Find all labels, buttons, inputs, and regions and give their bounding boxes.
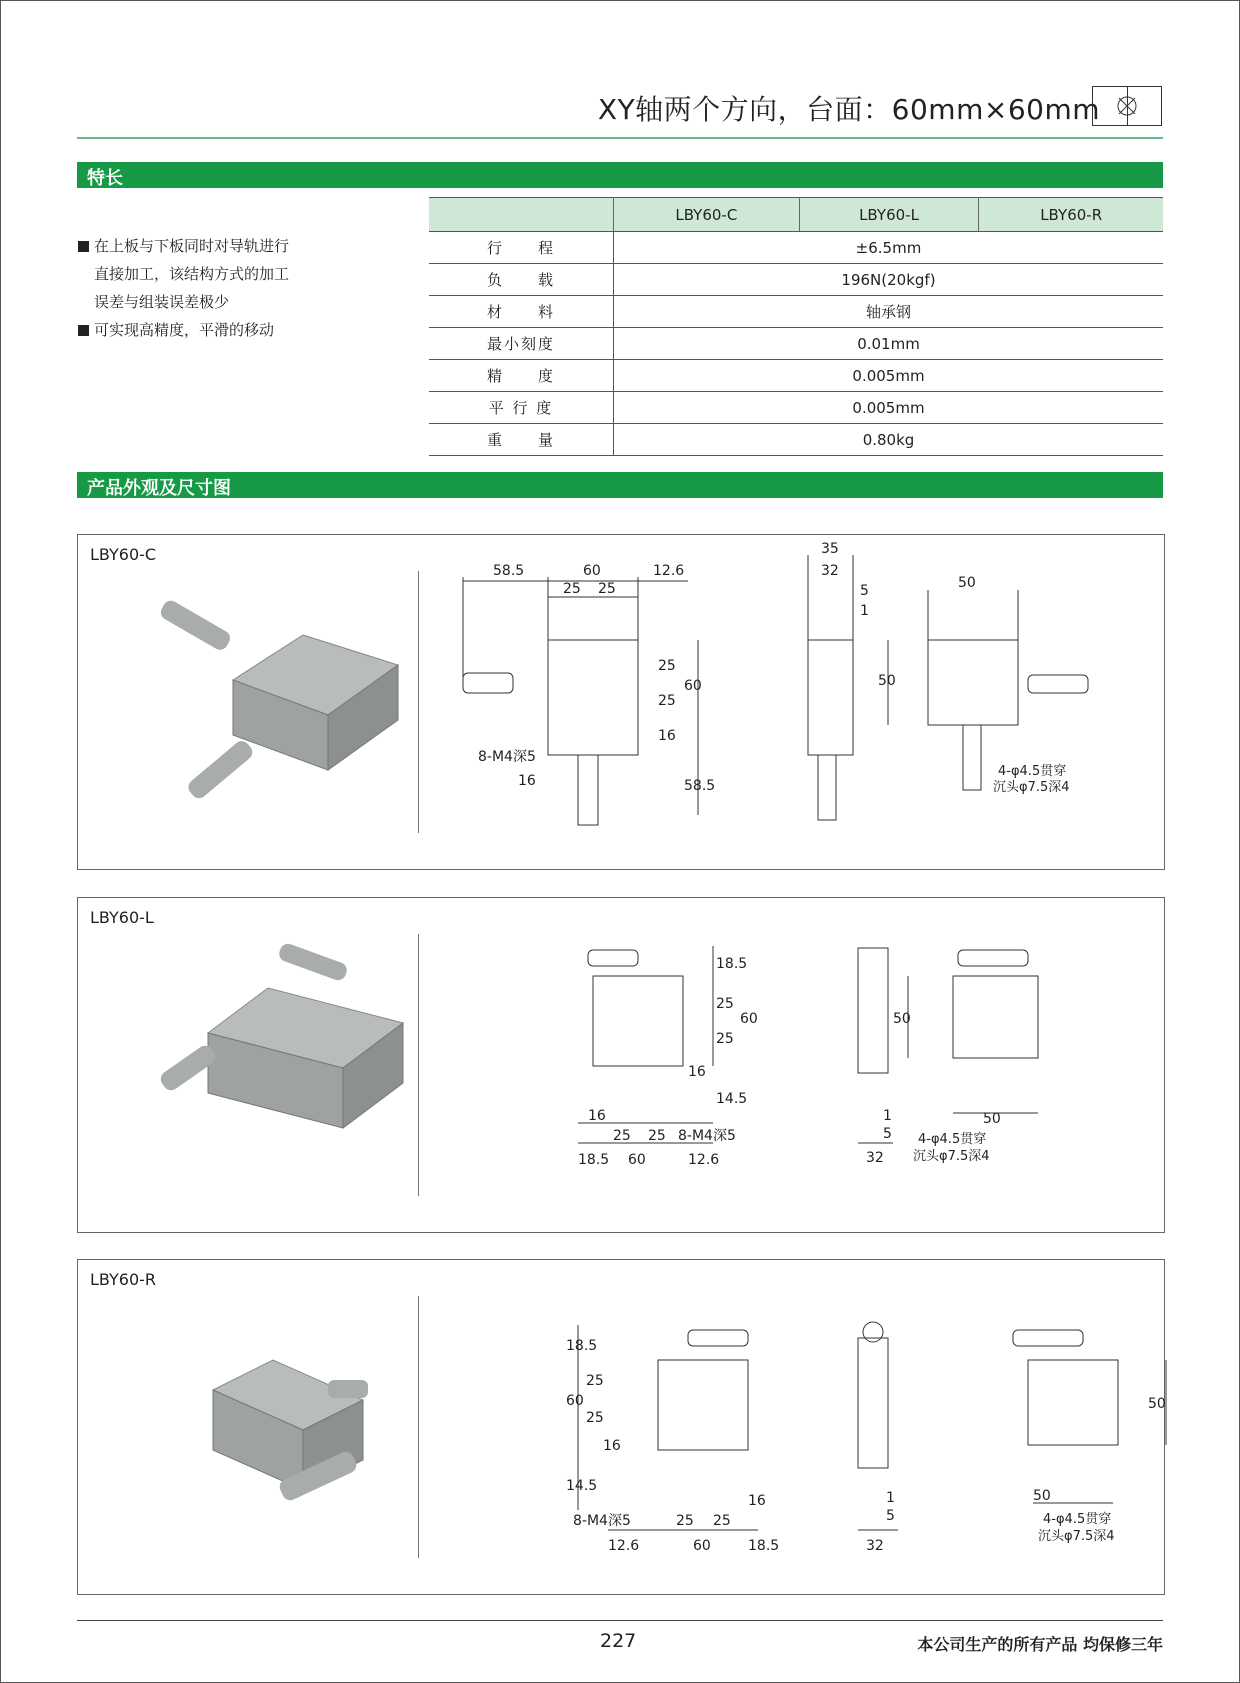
- spec-row: [429, 296, 1163, 328]
- dim-label: 25: [713, 1513, 731, 1529]
- callout-label: 8-M4深5: [573, 1513, 631, 1529]
- features-section-title: 特长: [87, 168, 123, 189]
- drawings-section-bar: [77, 472, 1163, 498]
- dim-label: 32: [821, 563, 839, 579]
- axis-symbol-box: [1092, 86, 1162, 126]
- dim-label: 18.5: [578, 1152, 610, 1168]
- dim-label: 25: [658, 693, 676, 709]
- callout-label: 4-φ4.5贯穿: [1043, 1512, 1112, 1527]
- dim-label: 12.6: [653, 563, 685, 579]
- dim-label: 32: [866, 1150, 884, 1166]
- warranty-note: 本公司生产的所有产品 均保修三年: [917, 1635, 1163, 1654]
- front-view-drawing: [528, 898, 778, 1232]
- dim-label: 14.5: [566, 1478, 598, 1494]
- page-title: XY轴两个方向，台面：60mm×60mm: [597, 93, 1100, 126]
- dim-label: 5: [860, 583, 869, 599]
- dim-label: 25: [648, 1128, 666, 1144]
- spec-label: 重 量: [429, 424, 614, 456]
- dim-label: 25: [676, 1513, 694, 1529]
- spec-label: 精 度: [429, 360, 614, 392]
- dim-label: 12.6: [688, 1152, 720, 1168]
- page-number: 227: [600, 1630, 637, 1652]
- product-photo: [128, 575, 408, 845]
- dim-label: 25: [716, 996, 734, 1012]
- top-view-drawing: [878, 535, 1158, 869]
- callout-label: 4-φ4.5贯穿: [918, 1132, 987, 1147]
- dim-label: 60: [740, 1011, 758, 1027]
- feature-item: 可实现高精度，平滑的移动: [78, 316, 378, 344]
- feature-item: 在上板与下板同时对导轨进行: [78, 232, 378, 260]
- cross-arrows-icon: [1093, 87, 1161, 125]
- dim-label: 1: [886, 1490, 895, 1506]
- top-view-drawing: [888, 898, 1148, 1232]
- spec-value: 0.01mm: [614, 328, 1164, 360]
- product-panel-lby60-r: [77, 1259, 1165, 1595]
- features-list: [78, 232, 378, 344]
- callout-label: 4-φ4.5贯穿: [998, 764, 1067, 779]
- panel-model-label: LBY60-C: [90, 545, 157, 564]
- dim-label: 32: [866, 1538, 884, 1554]
- panel-model-label: LBY60-R: [90, 1270, 157, 1289]
- callout-label: 沉头φ7.5深4: [993, 780, 1070, 795]
- dim-label: 60: [684, 678, 702, 694]
- spec-row: [429, 424, 1163, 456]
- dim-label: 50: [958, 575, 976, 591]
- spec-value: ±6.5mm: [614, 232, 1164, 264]
- dim-label: 58.5: [493, 563, 525, 579]
- spec-label: 负 载: [429, 264, 614, 296]
- panel-separator: [418, 934, 419, 1196]
- dim-label: 5: [883, 1126, 892, 1142]
- spec-value: 196N(20kgf): [614, 264, 1164, 296]
- spec-table: [429, 197, 1163, 456]
- dim-label: 16: [518, 773, 536, 789]
- dim-label: 18.5: [566, 1338, 598, 1354]
- feature-item-continued: 误差与组装误差极少: [94, 293, 230, 311]
- spec-row: [429, 264, 1163, 296]
- spec-row: [429, 360, 1163, 392]
- dim-label: 16: [748, 1493, 766, 1509]
- spec-header-row: [429, 198, 1163, 232]
- dim-label: 18.5: [748, 1538, 780, 1554]
- dim-label: 50: [983, 1111, 1001, 1127]
- dim-label: 16: [603, 1438, 621, 1454]
- spec-value: 0.005mm: [614, 360, 1164, 392]
- dim-label: 25: [658, 658, 676, 674]
- product-panel-lby60-c: [77, 534, 1165, 870]
- dim-label: 25: [716, 1031, 734, 1047]
- spec-label: 平 行 度: [429, 392, 614, 424]
- dim-label: 16: [588, 1108, 606, 1124]
- spec-header-blank: [429, 198, 614, 232]
- side-view-drawing: [763, 535, 873, 869]
- dim-label: 5: [886, 1508, 895, 1524]
- dim-label: 16: [658, 728, 676, 744]
- spec-row: [429, 232, 1163, 264]
- dim-label: 16: [688, 1064, 706, 1080]
- callout-label: 8-M4深5: [478, 749, 536, 765]
- dim-label: 50: [1033, 1488, 1051, 1504]
- front-view-drawing: [448, 535, 728, 869]
- side-view-drawing: [798, 1260, 908, 1594]
- dim-label: 60: [628, 1152, 646, 1168]
- dim-label: 18.5: [716, 956, 748, 972]
- panel-separator: [418, 571, 419, 833]
- spec-value: 0.80kg: [614, 424, 1164, 456]
- callout-label: 8-M4深5: [678, 1128, 736, 1144]
- dim-label: 1: [860, 603, 869, 619]
- panel-model-label: LBY60-L: [90, 908, 154, 927]
- dim-label: 35: [821, 541, 839, 557]
- spec-label: 材 料: [429, 296, 614, 328]
- side-view-drawing: [778, 898, 898, 1232]
- dim-label: 60: [583, 563, 601, 579]
- panel-separator: [418, 1296, 419, 1558]
- product-photo: [128, 1300, 408, 1570]
- front-view-drawing: [548, 1260, 798, 1594]
- header-rule: [77, 137, 1163, 139]
- callout-label: 沉头φ7.5深4: [913, 1149, 990, 1164]
- spec-value: 轴承钢: [614, 296, 1164, 328]
- dim-label: 50: [1148, 1396, 1166, 1412]
- top-view-drawing: [908, 1260, 1166, 1594]
- dim-label: 12.6: [608, 1538, 640, 1554]
- footer-rule: [77, 1620, 1163, 1621]
- dim-label: 1: [883, 1108, 892, 1124]
- dim-label: 25: [586, 1373, 604, 1389]
- dim-label: 14.5: [716, 1091, 748, 1107]
- dim-label: 60: [693, 1538, 711, 1554]
- feature-item-continued: 直接加工，该结构方式的加工: [94, 265, 290, 283]
- drawings-section-title: 产品外观及尺寸图: [87, 478, 231, 499]
- callout-label: 沉头φ7.5深4: [1038, 1529, 1115, 1544]
- spec-header-model: LBY60-C: [614, 198, 800, 232]
- spec-header-model: LBY60-L: [799, 198, 979, 232]
- dim-label: 58.5: [684, 778, 716, 794]
- spec-label: 行 程: [429, 232, 614, 264]
- dim-label: 25: [598, 581, 616, 597]
- dim-label: 60: [566, 1393, 584, 1409]
- spec-value: 0.005mm: [614, 392, 1164, 424]
- spec-row: [429, 328, 1163, 360]
- product-photo: [128, 938, 408, 1208]
- spec-label: 最小刻度: [429, 328, 614, 360]
- dim-label: 50: [878, 673, 896, 689]
- product-panel-lby60-l: [77, 897, 1165, 1233]
- dim-label: 25: [586, 1410, 604, 1426]
- features-section-bar: [77, 162, 1163, 188]
- dim-label: 50: [893, 1011, 911, 1027]
- dim-label: 25: [613, 1128, 631, 1144]
- dim-label: 25: [563, 581, 581, 597]
- spec-header-model: LBY60-R: [979, 198, 1163, 232]
- spec-row: [429, 392, 1163, 424]
